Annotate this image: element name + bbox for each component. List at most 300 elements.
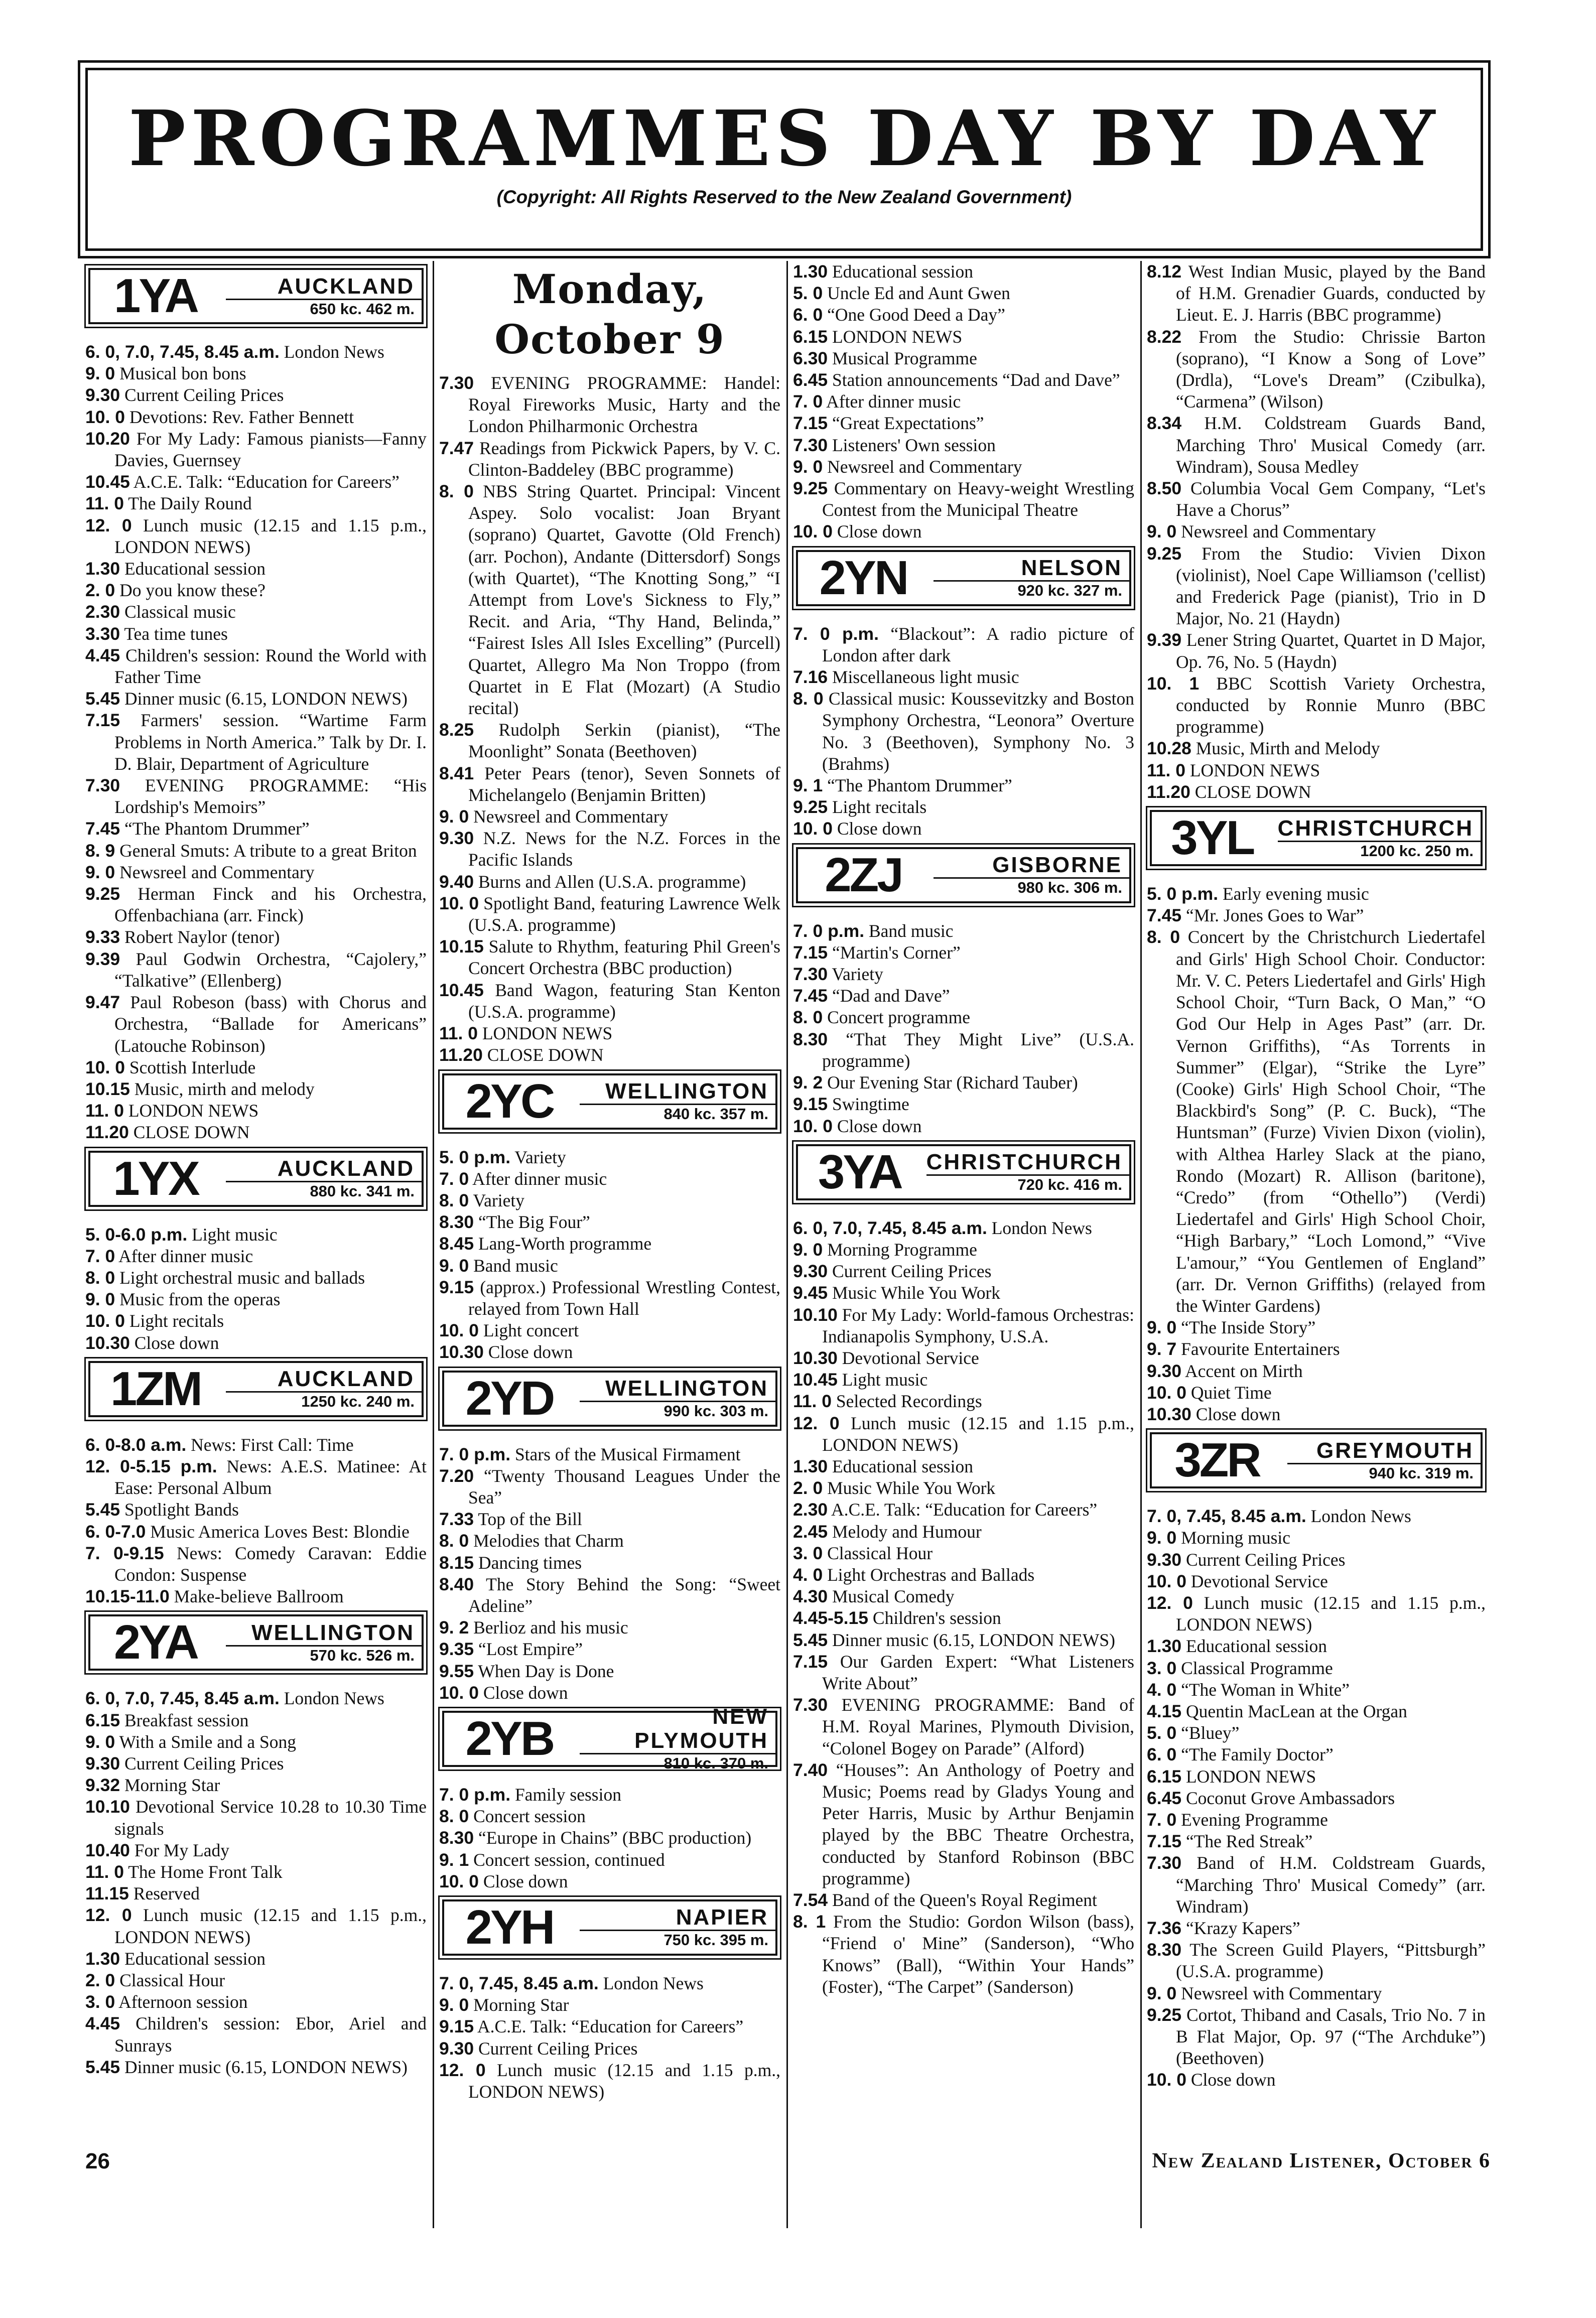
station-info (575, 1373, 775, 1425)
station-city: GISBORNE (992, 853, 1122, 878)
programme-entry (793, 435, 1134, 456)
entry-time: 7. 0 (85, 1246, 115, 1266)
programme-entry (793, 1543, 1134, 1564)
entry-text: “The Big Four” (478, 1212, 590, 1233)
entry-time: 8.50 (1147, 478, 1182, 499)
entry-text: Listeners' Own session (832, 435, 996, 455)
station-city: AUCKLAND (277, 274, 415, 299)
masthead (85, 68, 1483, 251)
station-header (88, 268, 424, 324)
entry-text: Dinner music (6.15, LONDON NEWS) (124, 689, 408, 709)
entry-time: 5.45 (85, 2057, 120, 2077)
entry-time: 7.15 (793, 1651, 828, 1672)
programme-entry (439, 481, 780, 719)
station-header (796, 1144, 1131, 1200)
entry-time: 7.45 (85, 819, 120, 839)
programme-entry (793, 920, 1134, 942)
entry-text: A.C.E. Talk: “Education for Careers” (133, 472, 400, 492)
entry-text: Light music (192, 1224, 278, 1245)
programme-entry (1147, 738, 1486, 759)
entry-text: Lunch music (12.15 and 1.15 p.m., LONDON NEWS) (822, 1413, 1134, 1455)
station-call-sign: 2YA (114, 1615, 197, 1670)
entry-text: Close down (837, 1116, 922, 1136)
entry-time: 4.45 (85, 645, 120, 665)
entry-text: Morning Programme (827, 1239, 977, 1260)
entry-time: 9. 0 (1147, 1983, 1177, 2003)
entry-text: “Bluey” (1181, 1723, 1240, 1743)
entry-text: Make-believe Ballroom (174, 1586, 344, 1607)
entry-text: Light recitals (832, 797, 927, 817)
entry-text: Swingtime (832, 1094, 909, 1115)
entry-text: A.C.E. Talk: “Education for Careers” (831, 1499, 1098, 1520)
entry-text: Light orchestral music and ballads (119, 1267, 365, 1288)
entry-text: Variety (514, 1147, 566, 1167)
programme-entry (793, 283, 1134, 304)
entry-time: 9.25 (793, 478, 828, 499)
programme-entry (1147, 1549, 1486, 1571)
station-header (442, 1704, 777, 1772)
entry-time: 1.30 (793, 261, 828, 282)
programme-entry (793, 1029, 1134, 1072)
entry-time: 9. 0 (793, 456, 823, 477)
station-info (221, 270, 422, 322)
programme-entry (439, 1552, 780, 1574)
programme-entry (439, 1444, 780, 1465)
entry-time: 10. 0 (1147, 2070, 1186, 2090)
entry-text: “The Inside Story” (1181, 1317, 1316, 1338)
station-city: WELLINGTON (251, 1620, 415, 1645)
programme-entry (85, 515, 427, 558)
station-frequency: 810 kc. 370 m. (580, 1753, 775, 1772)
entry-time: 1.30 (793, 1456, 828, 1476)
programme-entry (1147, 1382, 1486, 1404)
entry-text: After dinner music (118, 1246, 253, 1266)
entry-time: 7.30 (793, 964, 828, 985)
programme-entry (439, 1147, 780, 1168)
programme-entry (1147, 2069, 1486, 2091)
entry-time: 7.45 (793, 986, 828, 1006)
entry-text: After dinner music (472, 1168, 607, 1189)
station-info (221, 1363, 422, 1415)
entry-text: Light music (842, 1370, 928, 1390)
entry-time: 10. 0 (439, 1682, 479, 1703)
programme-entry (85, 1883, 427, 1904)
entry-text: Devotional Service (842, 1347, 979, 1368)
entry-time: 10.30 (1147, 1404, 1191, 1424)
entry-text: For My Lady (134, 1840, 230, 1860)
entry-time: 5. 0 p.m. (1147, 884, 1219, 904)
entry-text: Children's session (872, 1608, 1001, 1628)
entry-time: 6. 0 (1147, 1744, 1177, 1765)
station-call-sign: 1YX (113, 1151, 198, 1205)
programme-entry (85, 926, 427, 948)
entry-text: Classical Programme (1181, 1658, 1333, 1678)
programme-entry (1147, 261, 1486, 326)
entry-time: 9. 0 (1147, 1528, 1177, 1548)
entry-text: Newsreel and Commentary (473, 806, 669, 827)
entry-time: 10.45 (85, 472, 130, 492)
entry-text: Afternoon session (118, 1992, 248, 2012)
entry-time: 4.45 (85, 2013, 120, 2034)
programme-entry (85, 1970, 427, 1991)
entry-time: 9.45 (793, 1283, 828, 1303)
station-frequency: 650 kc. 462 m. (226, 299, 422, 318)
entry-time: 8.30 (1147, 1940, 1182, 1960)
programme-entry (439, 1320, 780, 1341)
entry-text: Lener String Quartet, Quartet in D Major, Op. 76, No. 5 (Haydn) (1176, 630, 1486, 672)
programme-entry (793, 521, 1134, 542)
entry-text: After dinner music (826, 391, 961, 412)
entry-time: 7.20 (439, 1465, 474, 1486)
entry-time: 8.34 (1147, 413, 1182, 434)
programme-entry (85, 1775, 427, 1796)
entry-time: 10.10 (793, 1304, 838, 1325)
entry-text: BBC Scottish Variety Orchestra, conducted by Ronnie Munro (BBC programme) (1176, 673, 1486, 737)
programme-entry (439, 1233, 780, 1255)
entry-time: 9. 1 (439, 1849, 469, 1870)
entry-text: Newsreel and Commentary (119, 862, 315, 882)
entry-time: 7.30 (85, 775, 120, 796)
entry-text: Music While You Work (827, 1478, 996, 1498)
programme-entry (1147, 521, 1486, 542)
entry-text: Tea time tunes (124, 623, 228, 644)
programme-entry (793, 1564, 1134, 1586)
station-info (221, 1153, 422, 1205)
entry-text: Farmers' session. “Wartime Farm Problems in North America.” Talk by Dr. I. D. Blair, Department of Agriculture (114, 710, 427, 774)
entry-text: Educational session (124, 1948, 265, 1969)
entry-text: Classical Hour (827, 1543, 933, 1563)
entry-time: 10.40 (85, 1840, 130, 1860)
entry-text: Close down (837, 521, 922, 542)
entry-time: 9. 7 (1147, 1339, 1177, 1359)
entry-text: Band music (473, 1255, 558, 1276)
entry-text: Melodies that Charm (473, 1531, 624, 1551)
entry-text: H.M. Coldstream Guards Band, Marching Thro' Musical Comedy (arr. Windram), Sousa Medley (1176, 413, 1486, 477)
station-header (796, 847, 1131, 903)
programme-entry (439, 1211, 780, 1233)
entry-time: 10.15 (85, 1078, 130, 1099)
station-city: WELLINGTON (605, 1079, 768, 1104)
entry-text: Music, Mirth and Melody (1195, 738, 1380, 759)
entry-text: When Day is Done (478, 1661, 614, 1681)
entry-time: 10.30 (793, 1347, 838, 1368)
entry-time: 6.15 (1147, 1766, 1182, 1787)
entry-text: N.Z. News for the N.Z. Forces in the Pacific Islands (468, 828, 781, 870)
programme-entry (85, 1991, 427, 2013)
programme-entry (85, 1688, 427, 1709)
entry-text: Current Ceiling Prices (1185, 1549, 1346, 1570)
entry-text: Close down (1195, 1404, 1281, 1424)
programme-entry (1147, 1527, 1486, 1549)
programme-entry (793, 1521, 1134, 1543)
programme-entry (85, 1796, 427, 1839)
entry-text: Our Evening Star (Richard Tauber) (827, 1072, 1078, 1093)
entry-text: “Krazy Kapers” (1185, 1918, 1300, 1939)
programme-entry (793, 261, 1134, 283)
entry-time: 10. 0 (85, 1057, 125, 1077)
entry-text: Selected Recordings (836, 1391, 982, 1412)
entry-text: Concert by the Christchurch Liedertafel and Girls' High School Choir. Conductor: Mr. V. C. Peters Liedertafel and Girls' High School Choir, “Turn Back, O Man,” “O God Our Help in Ages Past” (arr. Dr. Vernon Griffiths), “As Torrents in Summer” (Elgar), “Strike the Lyre” (Cooke) Girls' High School Choir, “The Blackbird's Song” (P. C. Buck), “The Huntsman” (Furze) Vivien Dixon (violin), with Althea Harley Slack at the piano, Rondo (Mozart) R. Allison (baritone), “Credo” (from “Othello”) (Verdi) Liedertafel and Girls' High School Choir, “High Barbary,” “Loch Lomond,” “Vive L'amour,” “You Gentlemen of England” (arr. Dr. Vernon Griffiths) (relayed from the Winter Gardens) (1176, 927, 1486, 1316)
entry-time: 10.20 (85, 428, 130, 449)
programme-entry (793, 391, 1134, 413)
entry-time: 8.15 (439, 1552, 474, 1573)
station-info (1273, 812, 1481, 864)
station-header (88, 1361, 424, 1417)
programme-entry (1147, 1766, 1486, 1788)
entry-text: Stars of the Musical Firmament (514, 1444, 741, 1464)
entry-text: The Story Behind the Song: “Sweet Adeline” (468, 1574, 780, 1616)
programme-entry (793, 1456, 1134, 1477)
station-info (1282, 1434, 1481, 1486)
entry-time: 1.30 (1147, 1636, 1182, 1657)
entry-text: LONDON NEWS (128, 1101, 259, 1121)
entry-text: Close down (134, 1332, 219, 1353)
programme-entry (85, 1122, 427, 1143)
programme-entry (1147, 926, 1486, 1317)
entry-text: General Smuts: A tribute to a great Briton (119, 840, 417, 861)
station-city: AUCKLAND (277, 1367, 415, 1392)
entry-text: Educational session (1185, 1636, 1327, 1657)
entry-text: Morning music (1181, 1528, 1291, 1548)
entry-text: Current Ceiling Prices (478, 2038, 638, 2059)
entry-time: 5.45 (85, 689, 120, 709)
programme-entry (1147, 629, 1486, 672)
programme-entry (1147, 478, 1486, 521)
entry-time: 9. 0 (439, 1255, 469, 1276)
entry-text: “Lost Empire” (478, 1639, 583, 1660)
entry-text: Musical Comedy (832, 1586, 955, 1607)
programme-entry (85, 1543, 427, 1586)
entry-time: 9.35 (439, 1639, 474, 1660)
programme-entry (1147, 2004, 1486, 2070)
entry-text: “One Good Deed a Day” (827, 305, 1005, 325)
entry-time: 10. 0 (793, 819, 833, 839)
programme-entry (85, 862, 427, 883)
entry-time: 10. 1 (1147, 673, 1200, 694)
programme-entry (439, 1277, 780, 1320)
station-info (928, 849, 1129, 901)
entry-time: 9.30 (85, 1753, 120, 1774)
entry-text: London News (1310, 1506, 1411, 1527)
programme-entry (85, 1840, 427, 1861)
programme-entry (1147, 760, 1486, 781)
entry-text: Spotlight Bands (124, 1499, 239, 1520)
entry-text: LONDON NEWS (1189, 760, 1320, 780)
entry-text: “Martin's Corner” (832, 942, 961, 963)
entry-time: 9.47 (85, 992, 120, 1013)
entry-time: 2. 0 (85, 1970, 115, 1990)
programme-entry (439, 1784, 780, 1806)
entry-text: “Europe in Chains” (BBC production) (478, 1828, 752, 1848)
entry-time: 7.30 (1147, 1853, 1182, 1873)
programme-entry (793, 1413, 1134, 1456)
programme-entry (439, 871, 780, 893)
programme-entry (85, 1246, 427, 1267)
entry-text: Station announcements “Dad and Dave” (832, 370, 1120, 390)
entry-time: 4. 0 (1147, 1679, 1177, 1700)
entry-time: 7.15 (85, 710, 120, 731)
entry-time: 7.45 (1147, 905, 1182, 926)
entry-text: News: Comedy Caravan: Eddie Condon: Suspense (114, 1543, 427, 1585)
station-header (442, 1371, 777, 1427)
entry-time: 9.30 (85, 385, 120, 405)
station-frequency: 1250 kc. 240 m. (226, 1391, 422, 1411)
entry-text: Paul Robeson (bass) with Chorus and Orchestra, “Ballade for Americans” (Latouche Robinson) (114, 992, 427, 1056)
copyright-notice: (Copyright: All Rights Reserved to the New Zealand Government) (496, 187, 1072, 207)
station-header (796, 550, 1131, 606)
entry-time: 10.10 (85, 1797, 130, 1817)
entry-text: Lang-Worth programme (478, 1234, 652, 1254)
entry-text: “The Phantom Drummer” (827, 775, 1012, 796)
station-header (442, 1073, 777, 1130)
programme-entry (1147, 413, 1486, 478)
column-3 (793, 261, 1134, 1998)
entry-text: Morning Star (473, 1995, 569, 2015)
entry-time: 3. 0 (85, 1992, 115, 2012)
programme-entry (793, 1072, 1134, 1094)
entry-text: Devotional Service (1190, 1571, 1328, 1591)
entry-text: Variety (832, 964, 883, 985)
programme-entry (439, 1639, 780, 1660)
programme-entry (85, 406, 427, 428)
entry-time: 8. 0 (793, 689, 824, 709)
entry-text: Reserved (133, 1883, 200, 1904)
entry-text: Band music (868, 920, 954, 941)
entry-text: EVENING PROGRAMME: Band of H.M. Royal Marines, Plymouth Division, “Colonel Bogey on Parade” (Alford) (822, 1695, 1135, 1758)
entry-text: For My Lady: World-famous Orchestras: Indianapolis Symphony, U.S.A. (822, 1304, 1134, 1346)
entry-text: Devotional Service 10.28 to 10.30 Time signals (114, 1797, 427, 1839)
entry-text: London News (991, 1217, 1092, 1238)
programme-entry (85, 710, 427, 775)
entry-time: 9. 0 (85, 363, 115, 384)
programme-entry (793, 478, 1134, 521)
programme-entry (793, 942, 1134, 964)
programme-entry (85, 1078, 427, 1100)
station-city: CHRISTCHURCH (926, 1150, 1122, 1175)
entry-text: Peter Pears (tenor), Seven Sonnets of Michelangelo (Benjamin Britten) (468, 763, 780, 805)
entry-text: The Daily Round (128, 493, 252, 514)
programme-entry (439, 372, 780, 438)
entry-time: 7.47 (439, 438, 474, 458)
programme-entry (439, 936, 780, 979)
entry-time: 7. 0 p.m. (439, 1784, 511, 1805)
entry-text: Variety (473, 1190, 524, 1210)
programme-entry (85, 948, 427, 992)
programme-entry (1147, 1571, 1486, 1592)
entry-time: 7.33 (439, 1509, 474, 1530)
entry-time: 9. 0 (439, 1995, 469, 2015)
station-header (1150, 1432, 1483, 1488)
entry-text: EVENING PROGRAMME: “His Lordship's Memoirs” (114, 775, 427, 817)
entry-time: 8.25 (439, 720, 474, 740)
entry-time: 6.45 (793, 370, 828, 390)
entry-text: “The Woman in White” (1181, 1679, 1350, 1700)
entry-text: Current Ceiling Prices (832, 1261, 992, 1282)
entry-time: 9.55 (439, 1661, 474, 1681)
entry-time: 8. 0 (439, 1806, 469, 1827)
station-call-sign: 3ZR (1174, 1433, 1260, 1487)
programme-entry (793, 1694, 1134, 1759)
programme-entry (85, 623, 427, 645)
station-info (921, 1146, 1129, 1198)
entry-time: 10.30 (85, 1332, 130, 1353)
programme-entry (1147, 326, 1486, 413)
programme-entry (85, 1332, 427, 1354)
programme-entry (1147, 1939, 1486, 1982)
station-info (575, 1901, 775, 1954)
programme-entry (1147, 1701, 1486, 1722)
entry-time: 5. 0 (1147, 1723, 1177, 1743)
entry-text: Dinner music (6.15, LONDON NEWS) (124, 2057, 408, 2077)
programme-entry (793, 1911, 1134, 1998)
entry-text: Close down (483, 1871, 568, 1891)
entry-time: 9.15 (439, 2016, 474, 2037)
station-frequency: 940 kc. 319 m. (1287, 1463, 1481, 1482)
programme-entry (1147, 1809, 1486, 1831)
programme-entry (1147, 673, 1486, 738)
entry-text: Newsreel with Commentary (1181, 1983, 1382, 2003)
entry-text: Scottish Interlude (129, 1057, 256, 1077)
entry-time: 7.16 (793, 667, 828, 688)
entry-text: “The Family Doctor” (1181, 1744, 1334, 1765)
column-4 (1147, 261, 1486, 2091)
entry-text: Music, mirth and melody (134, 1078, 315, 1099)
entry-time: 2.45 (793, 1521, 828, 1542)
entry-time: 7. 0, 7.45, 8.45 a.m. (1147, 1506, 1306, 1527)
entry-text: Concert session, continued (473, 1849, 665, 1870)
entry-text: A.C.E. Talk: “Education for Careers” (477, 2016, 744, 2037)
entry-time: 10. 0 (1147, 1571, 1186, 1591)
entry-text: Light concert (483, 1320, 579, 1341)
entry-text: West Indian Music, played by the Band of H.M. Grenadier Guards, conducted by Lieut. E. J. Harris (BBC programme) (1176, 261, 1486, 325)
programme-entry (85, 601, 427, 623)
entry-time: 12. 0 (793, 1413, 840, 1433)
entry-text: Lunch music (12.15 and 1.15 p.m., LONDON NEWS) (468, 2060, 780, 2102)
programme-entry (793, 1477, 1134, 1499)
entry-text: Family session (514, 1784, 621, 1805)
programme-entry (85, 428, 427, 471)
entry-text: Lunch music (12.15 and 1.15 p.m., LONDON NEWS) (114, 515, 427, 557)
station-info (575, 1704, 775, 1772)
entry-text: Rudolph Serkin (pianist), “The Moonlight” Sonata (Beethoven) (468, 720, 780, 762)
programme-entry (793, 985, 1134, 1007)
programme-entry (85, 2057, 427, 2078)
programme-entry (1147, 1831, 1486, 1852)
programme-entry (439, 1509, 780, 1530)
station-city: CHRISTCHURCH (1277, 815, 1474, 841)
programme-entry (85, 471, 427, 493)
entry-text: Light recitals (129, 1311, 224, 1331)
entry-time: 10. 0 (85, 1311, 125, 1331)
entry-time: 9.30 (1147, 1549, 1182, 1570)
entry-time: 9.33 (85, 927, 120, 947)
entry-time: 6.15 (85, 1710, 120, 1730)
entry-time: 2.30 (85, 602, 120, 622)
station-info (221, 1616, 422, 1669)
entry-text: Newsreel and Commentary (827, 456, 1022, 477)
entry-text: Quiet Time (1190, 1382, 1272, 1403)
entry-time: 10. 0 (793, 1116, 833, 1136)
programme-entry (439, 763, 780, 806)
programme-entry (793, 1651, 1134, 1694)
entry-time: 12. 0 (85, 515, 132, 535)
programme-entry (1147, 1722, 1486, 1744)
entry-text: Columbia Vocal Gem Company, “Let's Have a Chorus” (1176, 478, 1486, 520)
programme-entry (793, 964, 1134, 985)
station-frequency: 570 kc. 526 m. (226, 1645, 422, 1665)
entry-time: 11.20 (1147, 781, 1190, 802)
entry-time: 8. 1 (793, 1912, 826, 1932)
